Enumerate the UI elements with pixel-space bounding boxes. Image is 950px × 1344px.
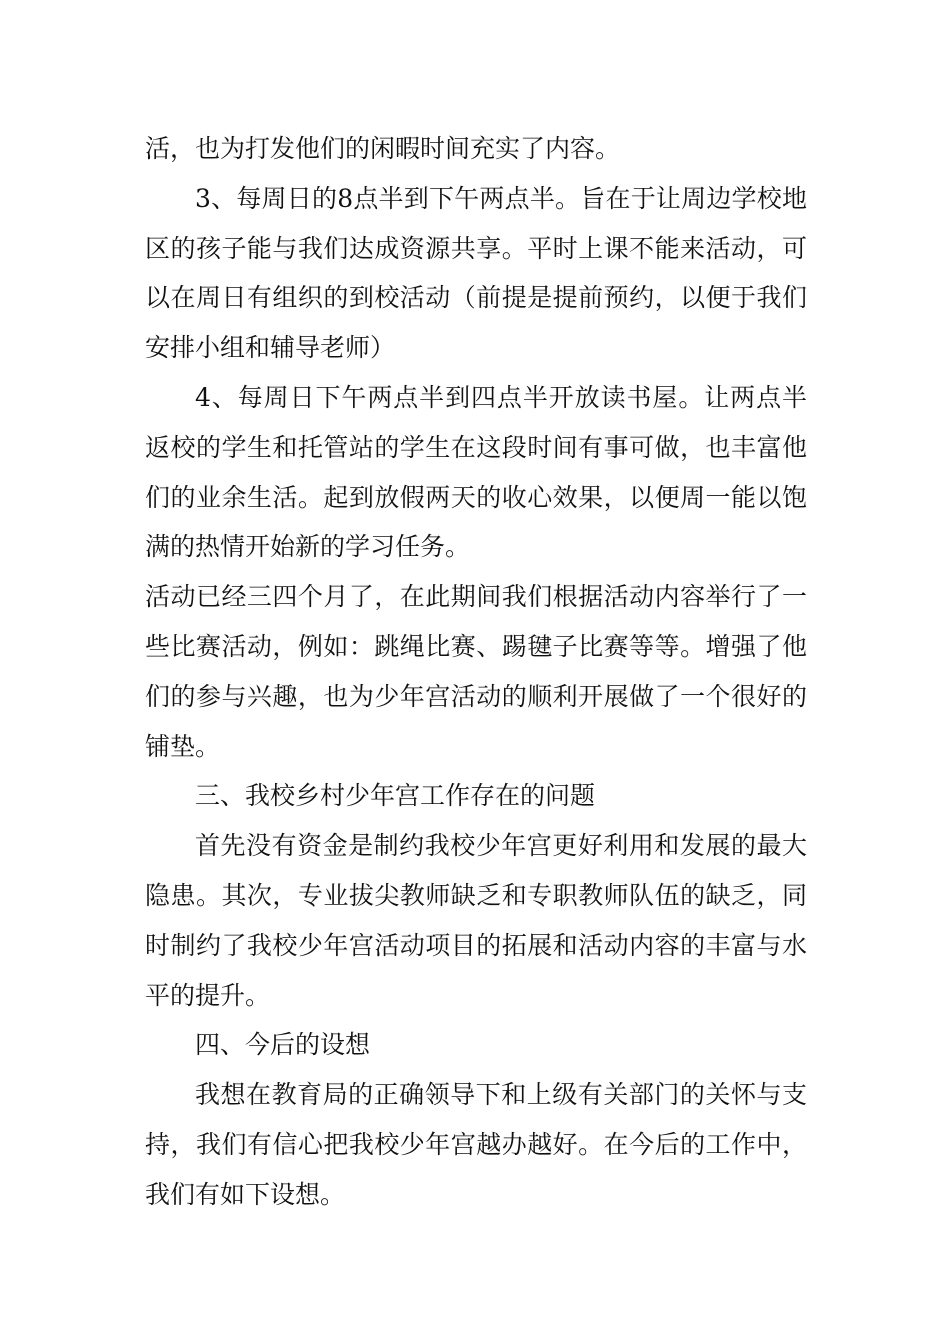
paragraph-item-3: 3、每周日的8点半到下午两点半。旨在于让周边学校地区的孩子能与我们达成资源共享。平时上课不能来活动，可以在周日有组织的到校活动（前提是提前预约，以便于我们安排小组和辅导老师） (145, 183, 807, 363)
document-body (145, 124, 807, 1220)
paragraph-continuation: 活，也为打发他们的闲暇时间充实了内容。 (145, 134, 621, 163)
section-heading-future-plans: 四、今后的设想 (195, 1030, 371, 1060)
paragraph-future-plans: 我想在教育局的正确领导下和上级有关部门的关怀与支持，我们有信心把我校少年宫越办越好。在今后的工作中，我们有如下设想。 (145, 1080, 807, 1209)
paragraph-problems: 首先没有资金是制约我校少年宫更好利用和发展的最大隐患。其次，专业拔尖教师缺乏和专职教师队伍的缺乏，同时制约了我校少年宫活动项目的拓展和活动内容的丰富与水平的提升。 (145, 831, 807, 1010)
section-heading-problems: 三、我校乡村少年宫工作存在的问题 (195, 781, 596, 811)
paragraph-activities-summary: 活动已经三四个月了，在此期间我们根据活动内容举行了一些比赛活动，例如：跳绳比赛、踢毽子比赛等等。增强了他们的参与兴趣，也为少年宫活动的顺利开展做了一个很好的铺垫。 (145, 582, 807, 761)
paragraph-item-4: 4、每周日下午两点半到四点半开放读书屋。让两点半返校的学生和托管站的学生在这段时间有事可做，也丰富他们的业余生活。起到放假两天的收心效果，以便周一能以饱满的热情开始新的学习任务。 (145, 382, 807, 562)
